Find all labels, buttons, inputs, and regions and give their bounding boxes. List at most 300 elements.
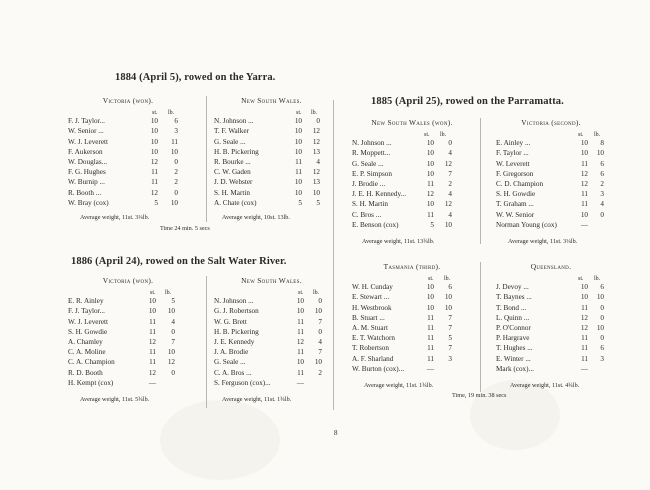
weight-pounds: 10 xyxy=(170,147,178,156)
weight-stone: 10 xyxy=(580,283,588,292)
weight-stone: 12 xyxy=(148,337,156,346)
crew-row xyxy=(68,116,188,126)
crew-row xyxy=(496,323,606,333)
average-weight: Average weight, 11st. 3¼lb. xyxy=(80,214,150,221)
crew-row xyxy=(496,292,606,302)
weight-pounds: 6 xyxy=(600,283,604,292)
oarsman-name: A. F. Sharland xyxy=(352,354,394,363)
oarsman-name: G. Seale ... xyxy=(214,358,246,367)
weight-pounds: 4 xyxy=(448,190,452,199)
crew-row xyxy=(68,378,188,388)
weight-stone: 10 xyxy=(150,137,158,146)
weight-stone: 10 xyxy=(294,147,302,156)
oarsman-name: T. Graham ... xyxy=(496,200,534,209)
weight-stone: 11 xyxy=(427,210,434,219)
weight-stone: 11 xyxy=(581,303,588,312)
oarsman-name: C. Bros ... xyxy=(352,210,382,219)
crew-row xyxy=(68,137,188,147)
oarsman-name: W. Burnip ... xyxy=(68,178,105,187)
weight-pounds: 0 xyxy=(174,157,178,166)
weight-pounds: 0 xyxy=(600,210,604,219)
crew-row xyxy=(352,220,472,230)
crew-row xyxy=(352,189,472,199)
crew-row xyxy=(214,147,329,157)
weight-stone: 11 xyxy=(297,368,304,377)
oarsman-name: W. J. Leverett xyxy=(68,317,109,326)
weight-stone: 11 xyxy=(581,190,588,199)
weight-stone: 10 xyxy=(296,297,304,306)
crew-row xyxy=(214,157,329,167)
weight-stone: 10 xyxy=(426,139,434,148)
weight-stone: 12 xyxy=(296,337,304,346)
weight-pounds: 6 xyxy=(600,159,604,168)
crew-row xyxy=(214,327,329,337)
weight-pounds: 12 xyxy=(312,127,320,136)
oarsman-name: W. H. Cunday xyxy=(352,283,393,292)
oarsman-name: C. W. Gaden xyxy=(214,168,251,177)
weight-pounds: 4 xyxy=(171,317,175,326)
weight-pounds: 2 xyxy=(174,168,178,177)
oarsman-name: J. E. H. Kennedy... xyxy=(352,190,407,199)
weight-pounds: 10 xyxy=(444,293,452,302)
oarsman-name: T. F. Walker xyxy=(214,127,249,136)
unit-st: st. xyxy=(296,110,302,117)
units-row xyxy=(214,287,329,296)
weight-stone: 10 xyxy=(294,178,302,187)
weight-pounds: 8 xyxy=(600,139,604,148)
weight-stone: 10 xyxy=(296,358,304,367)
divider-1884 xyxy=(206,96,207,222)
oarsman-name: W. Burton (cox)... xyxy=(352,364,405,373)
crew-row xyxy=(214,296,329,306)
crew-heading: New South Wales. xyxy=(241,276,302,285)
weight-stone: 11 xyxy=(581,354,588,363)
crew-row xyxy=(352,313,472,323)
weight-stone: 11 xyxy=(151,168,158,177)
oarsman-name: N. Johnson ... xyxy=(352,139,392,148)
crew-row xyxy=(214,177,329,187)
oarsman-name: S. H. Martin xyxy=(352,200,388,209)
weight-pounds: 7 xyxy=(318,348,322,357)
weight-pounds: 3 xyxy=(448,354,452,363)
crew-row xyxy=(352,199,472,209)
weight-stone: 11 xyxy=(427,334,434,343)
weight-pounds: 12 xyxy=(312,168,320,177)
weight-stone: 10 xyxy=(150,147,158,156)
weight-stone: 10 xyxy=(148,307,156,316)
oarsman-name: A. Chate (cox) xyxy=(214,198,257,207)
crew-row xyxy=(214,317,329,327)
unit-lb: lb. xyxy=(311,110,318,117)
oarsman-name: A. Chamley xyxy=(68,337,103,346)
crew-row xyxy=(496,199,606,209)
weight-stone: 11 xyxy=(427,179,434,188)
oarsman-name: C. A. Moline xyxy=(68,348,106,357)
weight-stone: 12 xyxy=(150,157,158,166)
weight-stone: 10 xyxy=(426,303,434,312)
crew-row xyxy=(496,169,606,179)
weight-stone: 11 xyxy=(295,168,302,177)
oarsman-name: R. Moppett... xyxy=(352,149,391,158)
weight-pounds: 4 xyxy=(448,149,452,158)
weight-pounds: 10 xyxy=(170,198,178,207)
average-weight: Average weight, 11st. 1¾lb. xyxy=(222,396,292,403)
race-title-1884: 1884 (April 5), rowed on the Yarra. xyxy=(115,72,276,83)
weight-pounds: 4 xyxy=(318,337,322,346)
average-weight: Average weight, 11st. 3¼lb. xyxy=(508,238,578,245)
crew-row xyxy=(214,337,329,347)
crew-row xyxy=(496,303,606,313)
oarsman-name: L. Quinn ... xyxy=(496,313,530,322)
weight-stone: 11 xyxy=(297,348,304,357)
oarsman-name: F. Aukerson xyxy=(68,147,103,156)
weight-stone: 10 xyxy=(580,210,588,219)
weight-pounds: 3 xyxy=(174,127,178,136)
weight-pounds: 5 xyxy=(316,198,320,207)
crew-victoria-1885 xyxy=(496,118,606,230)
weight-stone: 11 xyxy=(581,159,588,168)
crew-row xyxy=(214,368,329,378)
weight-stone: 12 xyxy=(426,190,434,199)
oarsman-name: E. R. Ainley xyxy=(68,297,104,306)
crew-row xyxy=(496,159,606,169)
oarsman-name: W. Bray (cox) xyxy=(68,198,109,207)
crew-row xyxy=(214,306,329,316)
oarsman-name: F. Gregorson xyxy=(496,169,534,178)
weight-stone: 11 xyxy=(427,313,434,322)
oarsman-name: T. Bond ... xyxy=(496,303,527,312)
weight-stone: 11 xyxy=(149,358,156,367)
weight-pounds: 0 xyxy=(600,303,604,312)
weight-stone: 12 xyxy=(580,169,588,178)
oarsman-name: F. Taylor ... xyxy=(496,149,529,158)
crew-row xyxy=(68,188,188,198)
oarsman-name: C. D. Champion xyxy=(496,179,544,188)
unit-st: st. xyxy=(578,276,584,283)
oarsman-name: T. Hughes ... xyxy=(496,344,533,353)
weight-pounds: 7 xyxy=(448,169,452,178)
crew-row xyxy=(68,177,188,187)
oarsman-name: E. Ainley ... xyxy=(496,139,531,148)
oarsman-name: W. Senior ... xyxy=(68,127,104,136)
units-row xyxy=(68,287,188,296)
crew-queensland xyxy=(496,262,606,374)
unit-lb: lb. xyxy=(594,276,601,283)
crew-row xyxy=(68,368,188,378)
crew-heading: Queensland. xyxy=(530,262,572,271)
weight-stone: 10 xyxy=(294,188,302,197)
weight-stone: 10 xyxy=(580,139,588,148)
weight-pounds: 0 xyxy=(174,188,178,197)
crew-tasmania xyxy=(352,262,472,374)
weight-stone: 11 xyxy=(297,317,304,326)
unit-lb: lb. xyxy=(168,110,175,117)
oarsman-name: H. B. Pickering xyxy=(214,147,259,156)
oarsman-name: J. Devoy ... xyxy=(496,283,529,292)
crew-row xyxy=(496,364,606,374)
crew-nsw-1885 xyxy=(352,118,472,230)
weight-stone: 12 xyxy=(580,313,588,322)
crew-heading: New South Wales. xyxy=(241,96,302,105)
weight-stone: 10 xyxy=(426,169,434,178)
weight-stone: 12 xyxy=(148,368,156,377)
oarsman-name: G. Seale ... xyxy=(214,137,246,146)
weight-pounds: 10 xyxy=(596,293,604,302)
oarsman-name: H. Westbrook xyxy=(352,303,392,312)
weight-pounds: 12 xyxy=(444,200,452,209)
crew-row xyxy=(352,364,472,374)
weight-pounds: 10 xyxy=(167,307,175,316)
weight-pounds: 10 xyxy=(444,303,452,312)
unit-lb: lb. xyxy=(313,290,320,297)
weight-pounds: 10 xyxy=(167,348,175,357)
oarsman-name: N. Johnson ... xyxy=(214,297,254,306)
unit-st: st. xyxy=(424,132,430,139)
oarsman-name: G. J. Robertson xyxy=(214,307,259,316)
oarsman-name: S. H. Gowdie xyxy=(68,327,108,336)
oarsman-name: S. H. Martin xyxy=(214,188,250,197)
crew-row xyxy=(68,357,188,367)
weight-pounds: 10 xyxy=(596,323,604,332)
units-row xyxy=(352,273,472,282)
weight-stone: — xyxy=(580,220,588,229)
weight-pounds: 12 xyxy=(167,358,175,367)
crew-row xyxy=(352,282,472,292)
oarsman-name: F. J. Taylor... xyxy=(68,307,105,316)
crew-row xyxy=(352,333,472,343)
oarsman-name: F. J. Taylor... xyxy=(68,117,105,126)
average-weight: Average weight, 11st. 4¾lb. xyxy=(510,382,580,389)
oarsman-name: P. O'Connor xyxy=(496,323,531,332)
oarsman-name: F. G. Hughes xyxy=(68,168,106,177)
weight-pounds: 5 xyxy=(171,297,175,306)
crew-row xyxy=(68,147,188,157)
paper-stain xyxy=(470,380,560,450)
crew-row xyxy=(68,347,188,357)
weight-pounds: 3 xyxy=(600,190,604,199)
race-time: Time 24 min. 5 secs xyxy=(160,225,210,232)
oarsman-name: R. Booth ... xyxy=(68,188,102,197)
unit-lb: lb. xyxy=(444,276,451,283)
average-weight: Average weight, 11st. 1¾lb. xyxy=(364,382,434,389)
crew-row xyxy=(352,210,472,220)
weight-pounds: 0 xyxy=(600,313,604,322)
crew-row xyxy=(214,116,329,126)
weight-pounds: 7 xyxy=(318,317,322,326)
oarsman-name: J. D. Webster xyxy=(214,178,253,187)
oarsman-name: E. T. Watchorn xyxy=(352,334,395,343)
oarsman-name: W. Leverett xyxy=(496,159,530,168)
weight-pounds: 6 xyxy=(600,169,604,178)
weight-pounds: 0 xyxy=(316,117,320,126)
weight-pounds: 0 xyxy=(448,139,452,148)
page-number: 8 xyxy=(334,429,338,437)
weight-pounds: 12 xyxy=(312,137,320,146)
weight-pounds: 12 xyxy=(444,159,452,168)
crew-nsw-1884 xyxy=(214,96,329,208)
weight-pounds: 0 xyxy=(171,368,175,377)
weight-pounds: 7 xyxy=(171,337,175,346)
crew-row xyxy=(68,198,188,208)
unit-lb: lb. xyxy=(165,290,172,297)
weight-stone: 12 xyxy=(150,188,158,197)
oarsman-name: W. G. Brett xyxy=(214,317,247,326)
weight-stone: 5 xyxy=(298,198,302,207)
oarsman-name: S. Ferguson (cox)... xyxy=(214,378,271,387)
weight-stone: 10 xyxy=(294,127,302,136)
crew-heading: Victoria (won). xyxy=(102,96,154,105)
crew-row xyxy=(352,292,472,302)
crew-row xyxy=(352,303,472,313)
weight-pounds: 2 xyxy=(318,368,322,377)
oarsman-name: W. Douglas... xyxy=(68,157,108,166)
oarsman-name: N. Johnson ... xyxy=(214,117,254,126)
weight-stone: 11 xyxy=(427,344,434,353)
weight-stone: 10 xyxy=(294,117,302,126)
unit-st: st. xyxy=(152,110,158,117)
weight-stone: 10 xyxy=(148,297,156,306)
crew-row xyxy=(496,354,606,364)
average-weight: Average weight, 11st. 5¾lb. xyxy=(80,396,150,403)
weight-stone: — xyxy=(580,364,588,373)
unit-lb: lb. xyxy=(594,132,601,139)
oarsman-name: G. Seale ... xyxy=(352,159,384,168)
crew-row xyxy=(496,189,606,199)
race-title-1886: 1886 (April 24), rowed on the Salt Water River. xyxy=(71,256,287,267)
oarsman-name: B. Stuart ... xyxy=(352,313,385,322)
weight-pounds: 6 xyxy=(448,283,452,292)
weight-pounds: 0 xyxy=(600,334,604,343)
crew-heading: Victoria (won). xyxy=(102,276,154,285)
weight-pounds: 10 xyxy=(312,188,320,197)
weight-stone: 10 xyxy=(150,127,158,136)
oarsman-name: E. P. Simpson xyxy=(352,169,392,178)
weight-stone: — xyxy=(296,378,304,387)
crew-row xyxy=(68,157,188,167)
oarsman-name: C. A. Bros ... xyxy=(214,368,252,377)
weight-stone: 10 xyxy=(426,149,434,158)
weight-pounds: 4 xyxy=(316,157,320,166)
weight-stone: 11 xyxy=(581,334,588,343)
crew-row xyxy=(214,137,329,147)
crew-heading: Tasmania (third). xyxy=(383,262,441,271)
crew-row xyxy=(496,148,606,158)
crew-row xyxy=(68,296,188,306)
crew-row xyxy=(68,167,188,177)
crew-row xyxy=(68,337,188,347)
unit-st: st. xyxy=(428,276,434,283)
oarsman-name: C. A. Champion xyxy=(68,358,115,367)
weight-stone: 11 xyxy=(581,200,588,209)
weight-stone: 10 xyxy=(426,293,434,302)
weight-stone: 11 xyxy=(149,327,156,336)
crew-row xyxy=(214,188,329,198)
oarsman-name: Mark (cox)... xyxy=(496,364,534,373)
weight-stone: 5 xyxy=(430,220,434,229)
weight-stone: 11 xyxy=(295,157,302,166)
crew-row xyxy=(214,167,329,177)
crew-row xyxy=(496,313,606,323)
weight-pounds: 13 xyxy=(312,178,320,187)
crew-row xyxy=(352,159,472,169)
crew-row xyxy=(496,333,606,343)
crew-row xyxy=(214,357,329,367)
weight-pounds: 2 xyxy=(600,179,604,188)
crew-row xyxy=(352,138,472,148)
unit-st: st. xyxy=(578,132,584,139)
weight-pounds: 4 xyxy=(600,200,604,209)
crew-victoria-1886 xyxy=(68,276,188,388)
weight-pounds: 7 xyxy=(448,323,452,332)
crew-row xyxy=(352,354,472,364)
weight-pounds: 0 xyxy=(171,327,175,336)
center-divider xyxy=(333,100,334,410)
oarsman-name: W. J. Leverett xyxy=(68,137,109,146)
crew-row xyxy=(214,347,329,357)
weight-pounds: 0 xyxy=(318,327,322,336)
units-row xyxy=(352,129,472,138)
paper-stain xyxy=(160,400,280,480)
unit-st: st. xyxy=(298,290,304,297)
weight-stone: 10 xyxy=(580,149,588,158)
crew-row xyxy=(496,210,606,220)
weight-stone: 11 xyxy=(149,317,156,326)
crew-row xyxy=(214,198,329,208)
crew-row xyxy=(496,343,606,353)
weight-stone: 10 xyxy=(150,117,158,126)
crew-row xyxy=(214,378,329,388)
weight-stone: 11 xyxy=(149,348,156,357)
oarsman-name: Norman Young (cox) xyxy=(496,220,557,229)
weight-stone: 10 xyxy=(580,293,588,302)
weight-stone: 10 xyxy=(294,137,302,146)
weight-pounds: 11 xyxy=(171,137,178,146)
weight-pounds: 3 xyxy=(600,354,604,363)
oarsman-name: J. A. Brodie xyxy=(214,348,249,357)
crew-heading: New South Wales (won). xyxy=(371,118,453,127)
crew-nsw-1886 xyxy=(214,276,329,388)
crew-row xyxy=(68,306,188,316)
race-time: Time, 19 min. 38 secs xyxy=(452,392,507,399)
weight-stone: 10 xyxy=(426,159,434,168)
weight-pounds: 7 xyxy=(448,344,452,353)
crew-row xyxy=(496,220,606,230)
weight-pounds: 4 xyxy=(448,210,452,219)
crew-victoria-1884 xyxy=(68,96,188,208)
crew-row xyxy=(496,179,606,189)
oarsman-name: J. Brodie ... xyxy=(352,179,386,188)
average-weight: Average weight, 10st. 13lb. xyxy=(222,214,290,221)
oarsman-name: R. D. Booth xyxy=(68,368,103,377)
crew-row xyxy=(352,323,472,333)
oarsman-name: P. Hargrave xyxy=(496,334,530,343)
weight-pounds: 2 xyxy=(174,178,178,187)
weight-pounds: 10 xyxy=(596,149,604,158)
oarsman-name: E. Benson (cox) xyxy=(352,220,399,229)
crew-row xyxy=(496,282,606,292)
units-row xyxy=(214,107,329,116)
crew-row xyxy=(68,317,188,327)
oarsman-name: H. Kempt (cox) xyxy=(68,378,114,387)
crew-row xyxy=(352,169,472,179)
crew-row xyxy=(68,126,188,136)
oarsman-name: W. W. Senior xyxy=(496,210,535,219)
oarsman-name: T. Baynes ... xyxy=(496,293,532,302)
weight-pounds: 10 xyxy=(444,220,452,229)
weight-stone: 10 xyxy=(426,200,434,209)
oarsman-name: A. M. Stuart xyxy=(352,323,388,332)
crew-row xyxy=(214,126,329,136)
